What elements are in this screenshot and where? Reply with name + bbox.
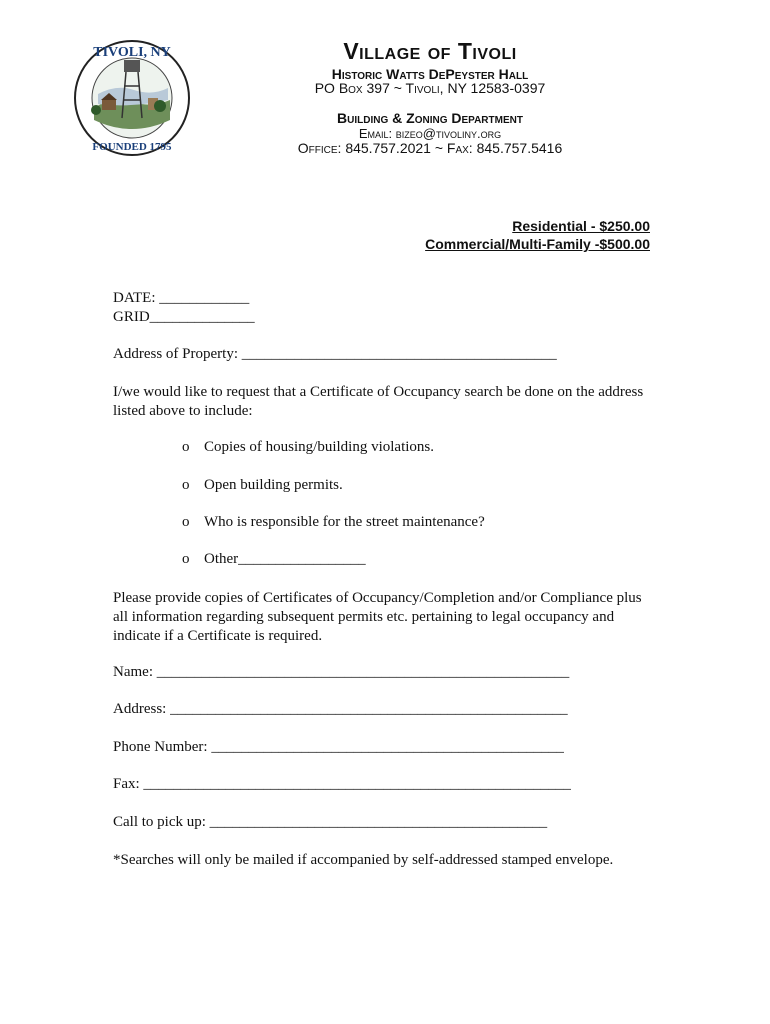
svg-text:TIVOLI, NY: TIVOLI, NY — [93, 45, 171, 60]
office-phone-fax: Office: 845.757.2021 ~ Fax: 845.757.5416 — [297, 140, 563, 156]
commercial-fee: Commercial/Multi-Family -$500.00 — [425, 236, 650, 252]
bullet-icon: o — [182, 439, 190, 455]
department-name: Building & Zoning Department — [337, 110, 523, 126]
property-address-field[interactable]: Address of Property: __________________________________________ — [113, 346, 557, 362]
name-field[interactable]: Name: _______________________________________________________ — [113, 664, 570, 680]
mailing-note: *Searches will only be mailed if accompanied by self-addressed stamped envelope. — [113, 852, 614, 868]
option-violations — [182, 439, 434, 456]
option-street-maintenance — [182, 514, 485, 531]
option-label: Other_________________ — [204, 551, 366, 567]
village-seal — [72, 38, 192, 158]
page-title: Village of Tivoli — [343, 38, 517, 64]
request-paragraph: I/we would like to request that a Certificate of Occupancy search be done on the address listed above to include: — [113, 384, 644, 419]
option-other[interactable] — [182, 551, 366, 568]
fax-field[interactable]: Fax: _________________________________________________________ — [113, 776, 571, 792]
option-label: Who is responsible for the street maintenance? — [204, 514, 485, 530]
provide-paragraph: Please provide copies of Certificates of Occupancy/Completion and/or Compliance plus all information regarding subsequent permits etc. pertaining to legal occupancy and indicate if a Certificate is required. — [113, 590, 642, 644]
option-open-permits — [182, 477, 343, 494]
option-label: Copies of housing/building violations. — [204, 439, 435, 455]
hall-name: Historic Watts DePeyster Hall — [331, 66, 529, 82]
bullet-icon: o — [182, 551, 190, 567]
svg-text:FOUNDED 1795: FOUNDED 1795 — [92, 141, 172, 153]
email-line: Email: bizeo@tivoliny.org — [358, 126, 502, 141]
address-field[interactable]: Address: _____________________________________________________ — [113, 701, 568, 717]
grid-field[interactable]: GRID______________ — [113, 309, 255, 325]
phone-field[interactable]: Phone Number: _______________________________________________ — [113, 739, 564, 755]
option-label: Open building permits. — [204, 477, 343, 493]
bullet-icon: o — [182, 477, 190, 493]
residential-fee: Residential - $250.00 — [512, 218, 650, 234]
bullet-icon: o — [182, 514, 190, 530]
date-field[interactable]: DATE: ____________ — [113, 290, 250, 306]
pickup-field[interactable]: Call to pick up: _____________________________________________ — [113, 814, 548, 830]
postal-address: PO Box 397 ~ Tivoli, NY 12583-0397 — [314, 80, 546, 96]
